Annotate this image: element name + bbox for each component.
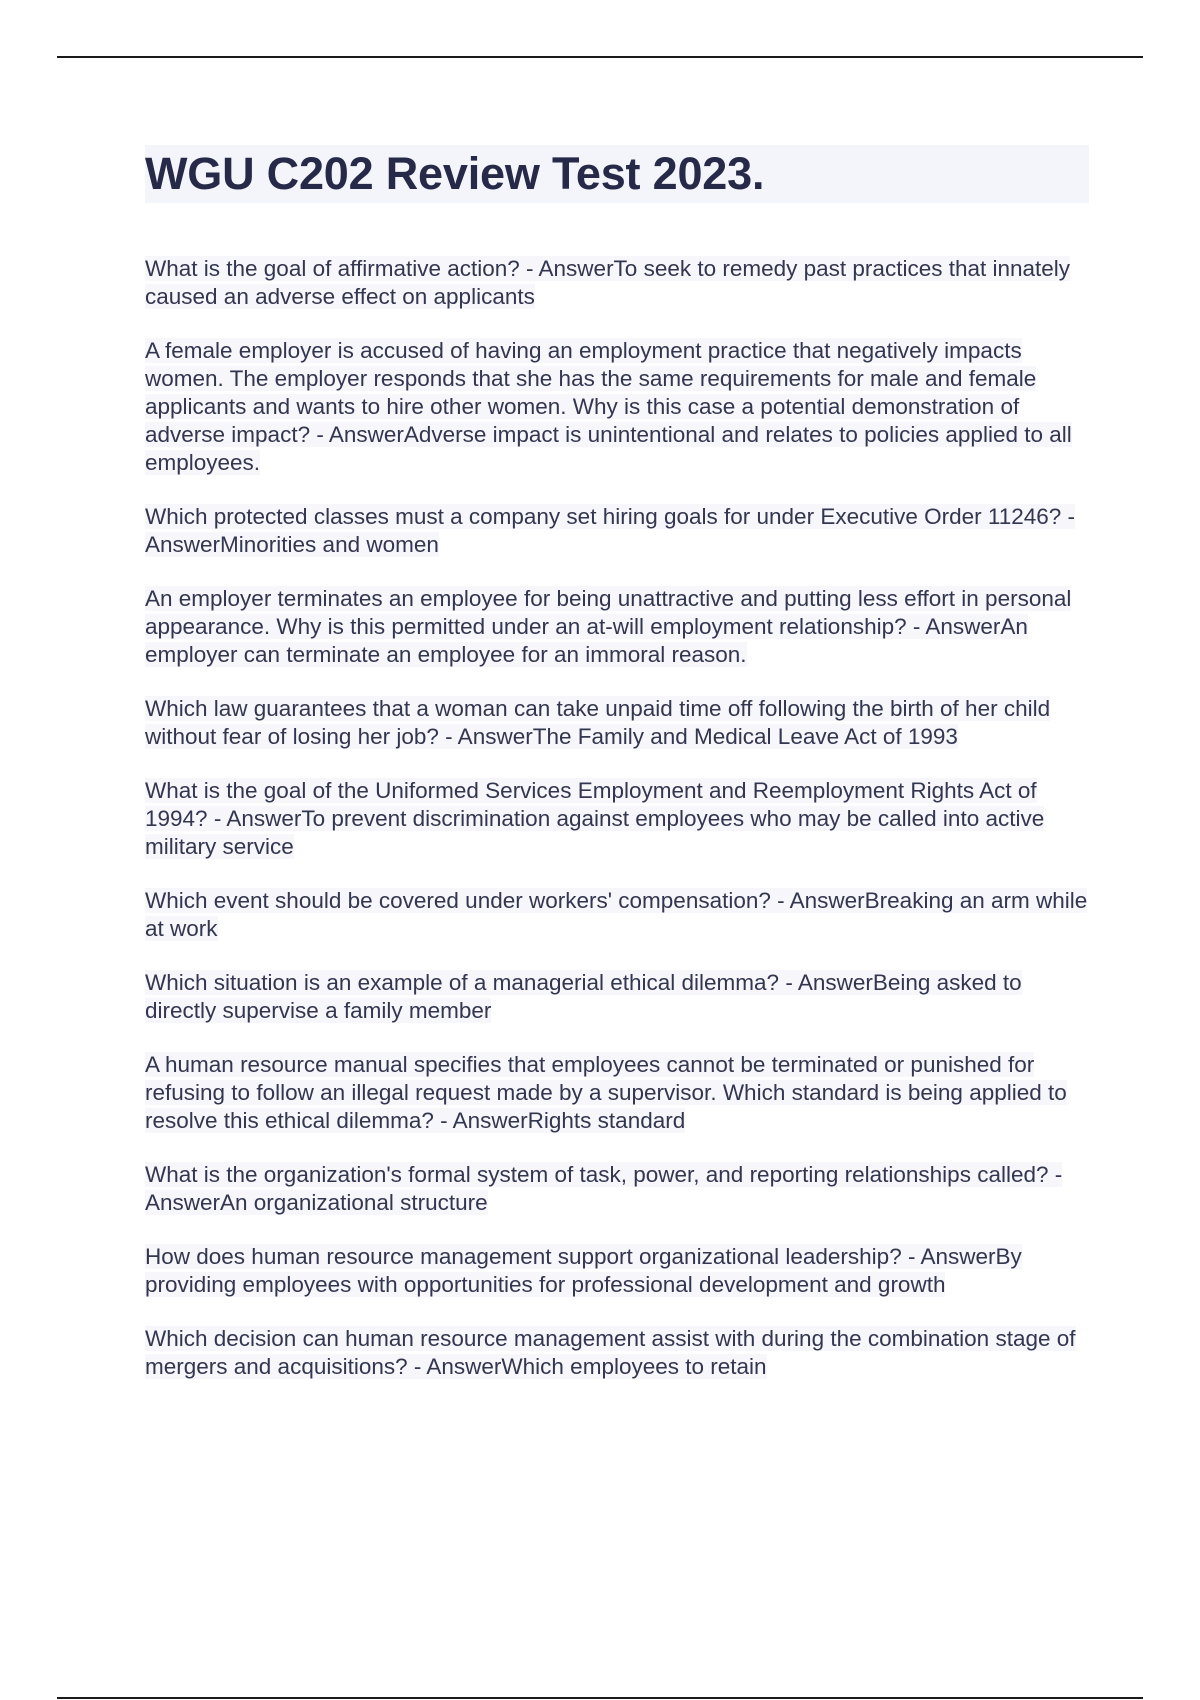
qa-entry	[145, 777, 1089, 861]
bottom-rule	[57, 1697, 1143, 1699]
qa-text: What is the goal of affirmative action? - AnswerTo seek to remedy past practices that innately caused an adverse effect on applicants	[145, 256, 1071, 309]
qa-entry	[145, 887, 1089, 943]
qa-entry	[145, 1161, 1089, 1217]
qa-text: An employer terminates an employee for being unattractive and putting less effort in personal appearance. Why is this permitted under an at-will employment relationship? - AnswerAn employer can terminate an employee for an immoral reason.	[145, 586, 1072, 667]
qa-entry	[145, 1051, 1089, 1135]
qa-entry	[145, 585, 1089, 669]
qa-entry	[145, 503, 1089, 559]
qa-text: Which law guarantees that a woman can take unpaid time off following the birth of her child without fear of losing her job? - AnswerThe Family and Medical Leave Act of 1993	[145, 696, 1051, 749]
qa-entry	[145, 337, 1089, 477]
qa-entry	[145, 1243, 1089, 1299]
qa-text: Which protected classes must a company set hiring goals for under Executive Order 11246? - AnswerMinorities and women	[145, 504, 1076, 557]
qa-entry	[145, 255, 1089, 311]
qa-text: How does human resource management support organizational leadership? - AnswerBy providing employees with opportunities for professional development and growth	[145, 1244, 1022, 1297]
qa-text: What is the organization's formal system of task, power, and reporting relationships called? - AnswerAn organizational structure	[145, 1162, 1063, 1215]
document-body	[145, 145, 1089, 1407]
qa-text: Which situation is an example of a managerial ethical dilemma? - AnswerBeing asked to directly supervise a family member	[145, 970, 1022, 1023]
top-rule	[57, 56, 1143, 58]
qa-text: What is the goal of the Uniformed Services Employment and Reemployment Rights Act of 1994? - AnswerTo prevent discrimination against employees who may be called into active military service	[145, 778, 1045, 859]
document-title: WGU C202 Review Test 2023.	[145, 145, 1089, 203]
qa-entry	[145, 1325, 1089, 1381]
qa-text: A female employer is accused of having an employment practice that negatively impacts women. The employer responds that she has the same requirements for male and female applicants and wants to hire other women. Why is this case a potential demonstration of adverse impact? - AnswerAdverse impact is unintentional and relates to policies applied to all employees.	[145, 338, 1072, 475]
qa-text: Which event should be covered under workers' compensation? - AnswerBreaking an arm while at work	[145, 888, 1088, 941]
qa-entry	[145, 695, 1089, 751]
qa-list	[145, 255, 1089, 1381]
qa-text: A human resource manual specifies that employees cannot be terminated or punished for refusing to follow an illegal request made by a supervisor. Which standard is being applied to resolve this ethical dilemma? - AnswerRights standard	[145, 1052, 1067, 1133]
qa-text: Which decision can human resource management assist with during the combination stage of mergers and acquisitions? - AnswerWhich employees to retain	[145, 1326, 1076, 1379]
qa-entry	[145, 969, 1089, 1025]
